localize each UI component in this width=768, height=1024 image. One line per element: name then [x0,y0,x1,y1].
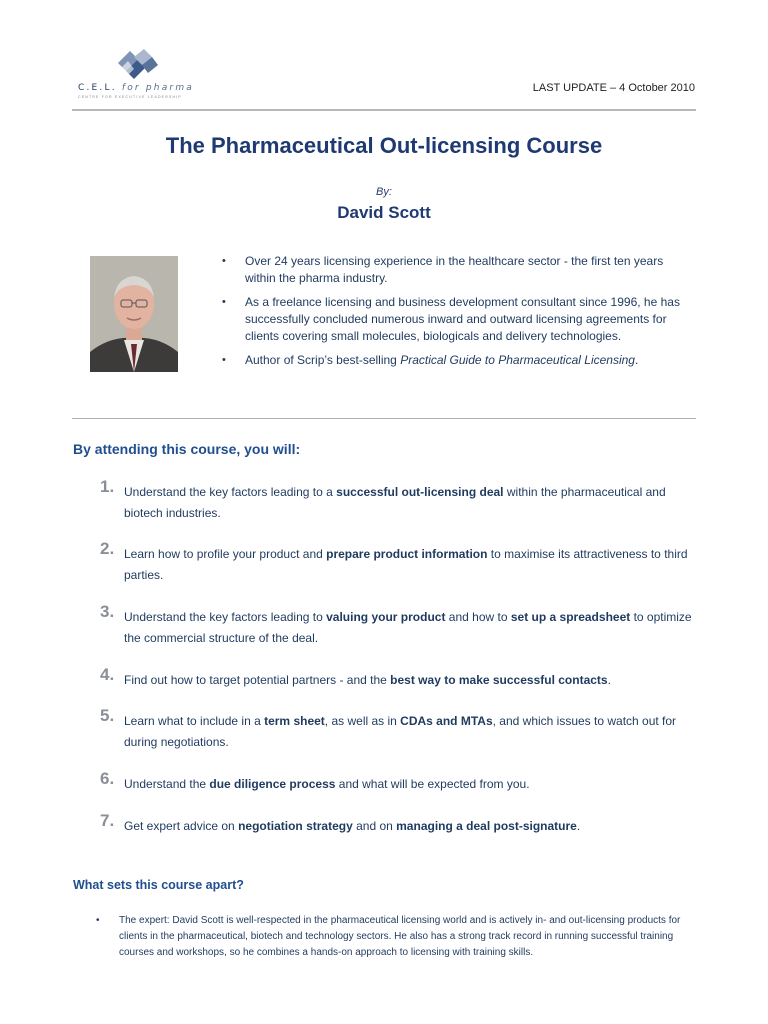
benefit-highlight: negotiation strategy [238,819,353,833]
attending-heading: By attending this course, you will: [73,441,301,457]
benefit-highlight: managing a deal post-signature [396,819,577,833]
benefit-text [124,816,698,837]
logo-subtitle: CENTRE FOR EXECUTIVE LEADERSHIP [78,95,182,99]
author-portrait-icon [90,256,178,372]
benefit-number: 1. [100,477,115,496]
benefit-text-part: , and which issues to watch out for during negotiations. [124,714,677,749]
logo-text-for: for [121,83,141,93]
logo-mark-icon [108,47,168,85]
benefit-text-part: Find out how to target potential partners - and the [124,673,391,687]
benefit-text-part: and what will be expected from you. [335,777,530,791]
benefit-highlight: best way to make successful contacts [390,673,608,687]
benefit-text-part: Learn what to include in a [124,714,265,728]
author-name: David Scott [337,203,431,222]
benefit-text-part: to optimize the commercial structure of the deal. [124,610,692,645]
benefit-highlight: CDAs and MTAs [400,714,493,728]
bio-item-suffix: . [634,353,639,367]
benefit-text-part: . [607,673,611,687]
bio-item-text: As a freelance licensing and business development consultant since 1996, he has successfully concluded numerous inward and outward licensing agreements for clients covering small molecules, biologicals and delivery technologies. [245,295,680,343]
benefit-text [124,711,698,753]
author-bio-list [222,253,696,376]
benefit-text [124,607,698,649]
bio-item-prefix: Author of Scrip’s best-selling [245,353,401,367]
logo-text-main: C.E.L. [78,83,117,93]
course-title: The Pharmaceutical Out-licensing Course [165,133,603,158]
header-divider [72,109,696,111]
benefit-text-part: Get expert advice on [124,819,239,833]
logo-text-pharma: pharma [145,83,195,93]
logo-text [78,83,194,93]
bio-item [222,352,696,369]
benefit-number: 7. [100,811,115,830]
benefit-highlight: due diligence process [209,777,336,791]
apart-heading: What sets this course apart? [73,878,244,892]
apart-item [96,913,696,961]
benefit-highlight: successful out-licensing deal [336,485,504,499]
bio-item-text: Over 24 years licensing experience in the healthcare sector - the first ten years within the pharma industry. [245,254,664,285]
benefit-text-part: and how to [445,610,511,624]
benefit-text-part: and on [352,819,397,833]
bio-item [222,253,696,287]
benefit-text-part: within the pharmaceutical and biotech industries. [124,485,666,520]
benefit-text-part: to maximise its attractiveness to third parties. [124,547,688,582]
benefit-text [124,670,698,691]
benefit-number: 3. [100,602,115,621]
benefit-text [124,544,698,586]
benefit-text-part: Understand the key factors leading to [124,610,327,624]
benefit-text-part: , as well as in [324,714,401,728]
expert-text: The expert: David Scott is well-respected in the pharmaceutical licensing world and is actively in- and out-licensing products for clients in the pharmaceutical, biotech and technology sectors. He also has a strong track record in running successful training courses and workshops, so he combines a hands-on approach to licensing with training skills. [119,915,681,958]
benefit-text-part: Learn how to profile your product and [124,547,327,561]
benefit-number: 2. [100,539,115,558]
benefit-text-part: Understand the key factors leading to a [124,485,337,499]
benefit-highlight: term sheet [264,714,325,728]
benefit-number: 4. [100,665,115,684]
benefit-text-part: . [576,819,581,833]
by-label: By: [376,186,392,198]
apart-list [96,913,696,961]
bio-item [222,294,696,345]
author-photo [90,256,178,372]
last-update-date: LAST UPDATE – 4 October 2010 [532,82,695,94]
benefit-highlight: valuing your product [326,610,446,624]
benefit-number: 6. [100,769,115,788]
benefit-text [124,482,698,524]
benefit-highlight: set up a spreadsheet [510,610,631,624]
benefit-number: 5. [100,706,115,725]
section-divider [72,418,696,419]
benefit-text [124,774,698,795]
benefit-highlight: prepare product information [326,547,488,561]
book-title: Practical Guide to Pharmaceutical Licensing [400,353,635,367]
benefit-text-part: Understand the [124,777,210,791]
